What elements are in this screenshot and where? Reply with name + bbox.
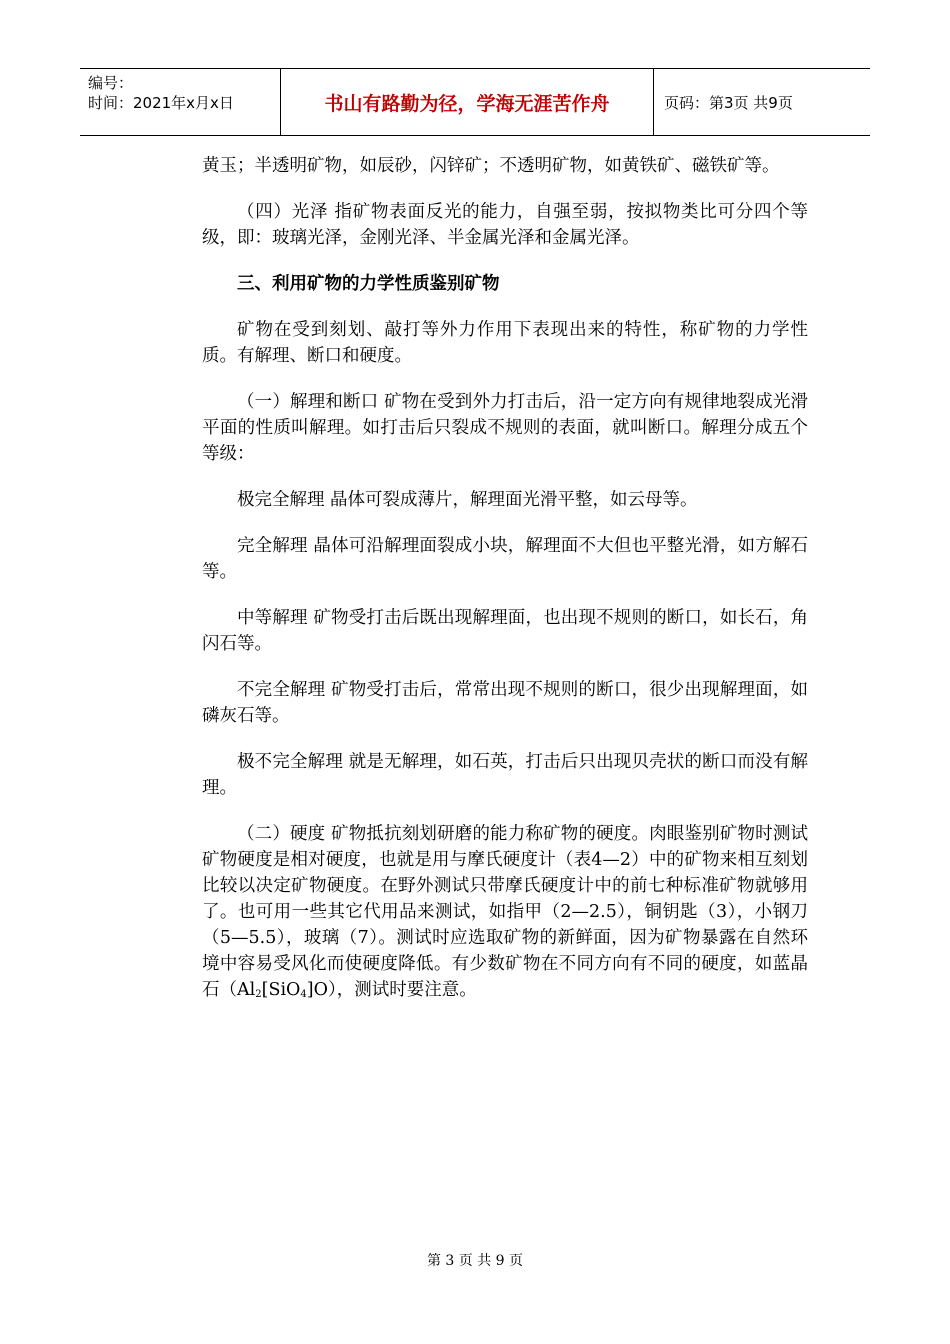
subscript-sio: 4 — [300, 989, 307, 1000]
paragraph-cleavage-2: 完全解理 晶体可沿解理面裂成小块，解理面不大但也平整光滑，如方解石等。 — [202, 536, 808, 582]
hardness-text-b: [SiO — [261, 980, 301, 1000]
subscript-al: 2 — [255, 989, 262, 1000]
header-motto: 书山有路勤为径，学海无涯苦作舟 — [281, 69, 654, 135]
paragraph-mechanical-intro: 矿物在受到刻划、敲打等外力作用下表现出来的特性，称矿物的力学性质。有解理、断口和硬度。 — [202, 320, 808, 366]
paragraph-transparency-cont: 黄玉；半透明矿物，如辰砂，闪锌矿；不透明矿物，如黄铁矿、磁铁矿等。 — [202, 156, 780, 176]
paragraph-cleavage: （一）解理和断口 矿物在受到外力打击后，沿一定方向有规律地裂成光滑平面的性质叫解理。如打击后只裂成不规则的表面，就叫断口。解理分成五个等级： — [202, 392, 808, 464]
number-label: 编号： — [88, 74, 134, 92]
page-footer: 第 3 页 共 9 页 — [426, 1253, 524, 1269]
hardness-text-c: ]O），测试时要注意。 — [306, 980, 477, 1000]
document-body — [202, 153, 808, 1028]
paragraph-luster: （四）光泽 指矿物表面反光的能力，自强至弱，按拟物类比可分四个等级，即：玻璃光泽，金刚光泽、半金属光泽和金属光泽。 — [202, 202, 808, 248]
paragraph-cleavage-1: 极完全解理 晶体可裂成薄片，解理面光滑平整，如云母等。 — [237, 490, 698, 510]
paragraph-cleavage-4: 不完全解理 矿物受打击后，常常出现不规则的断口，很少出现解理面，如磷灰石等。 — [202, 680, 808, 726]
paragraph-cleavage-3: 中等解理 矿物受打击后既出现解理面，也出现不规则的断口，如长石，角闪石等。 — [202, 608, 808, 654]
date-label: 时间：2021年x月x日 — [88, 94, 234, 112]
paragraph-cleavage-5: 极不完全解理 就是无解理，如石英，打击后只出现贝壳状的断口而没有解理。 — [202, 752, 808, 798]
paragraph-hardness — [202, 821, 808, 1008]
header-page-info: 页码：第3页 共9页 — [664, 93, 793, 112]
section-heading: 三、利用矿物的力学性质鉴别矿物 — [237, 274, 500, 294]
hardness-text-a: （二）硬度 矿物抵抗刻划研磨的能力称矿物的硬度。肉眼鉴别矿物时测试矿物硬度是相对硬度，也就是用与摩氏硬度计（表4—2）中的矿物来相互刻划比较以决定矿物硬度。在野外测试只带摩氏硬度计中的前七种标准矿物就够用了。也可用一些其它代用品来测试，如指甲（2—2.5），铜钥匙（3），小钢刀（5—5.5），玻璃（7）。测试时应选取矿物的新鲜面，因为矿物暴露在自然环境中容易受风化而使硬度降低。有少数矿物在不同方向有不同的硬度，如蓝晶石（Al — [202, 824, 808, 1000]
page-header — [80, 68, 870, 136]
header-meta — [80, 69, 281, 135]
